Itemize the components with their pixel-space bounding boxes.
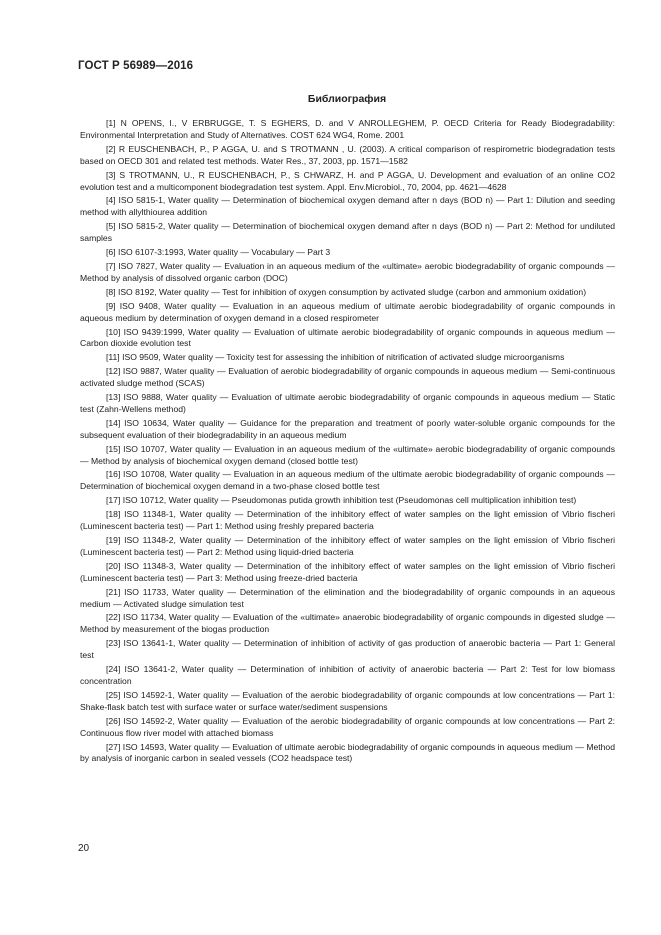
reference-item: [17] ISO 10712, Water quality — Pseudomonas putida growth inhibition test (Pseudomonas cell multiplication inhibition test) bbox=[106, 495, 577, 506]
reference-item: [4] ISO 5815-1, Water quality — Determination of biochemical oxygen demand after n days (BOD n) — Part 1: Dilution and seeding method with allylthiourea addition bbox=[80, 195, 615, 218]
reference-item: [25] ISO 14592-1, Water quality — Evaluation of the aerobic biodegradability of organic compounds at low concentrations — Part 1: Shake-flask batch test with surface water or surface water/sediment suspensions bbox=[80, 689, 615, 712]
bibliography-title: Библиография bbox=[307, 93, 387, 105]
reference-item: [7] ISO 7827, Water quality — Evaluation in an aqueous medium of the «ultimate» aerobic biodegradability of organic compounds — Method by analysis of dissolved organic carbon (DOC) bbox=[80, 260, 615, 283]
reference-item: [2] R EUSCHENBACH, P., P AGGA, U. and S TROTMANN , U. (2003). A critical comparison of respirometric biodegradation tests based on OECD 301 and related test methods. Water Res., 37, 2003, pp. 1571—1582 bbox=[80, 143, 615, 166]
reference-item: [26] ISO 14592-2, Water quality — Evaluation of the aerobic biodegradability of organic compounds at low concentrations — Part 2: Continuous flow river model with attached biomass bbox=[80, 715, 615, 738]
reference-item: [11] ISO 9509, Water quality — Toxicity test for assessing the inhibition of nitrification of activated sludge microorganisms bbox=[106, 352, 565, 363]
reference-item: [6] ISO 6107-3:1993, Water quality — Vocabulary — Part 3 bbox=[106, 247, 331, 258]
page-number: 20 bbox=[78, 843, 90, 854]
reference-item: [14] ISO 10634, Water quality — Guidance for the preparation and treatment of poorly water-soluble organic compounds for the subsequent evaluation of their biodegradability in an aqueous medium bbox=[80, 417, 615, 440]
reference-item: [24] ISO 13641-2, Water quality — Determination of inhibition of activity of anaerobic bacteria — Part 2: Test for low biomass concentration bbox=[80, 664, 615, 686]
reference-item: [16] ISO 10708, Water quality — Evaluation in an aqueous medium of the ultimate aerobic biodegradability of organic compounds — Determination of biochemical oxygen demand in a two-phase closed bottle test bbox=[80, 469, 615, 492]
reference-item: [10] ISO 9439:1999, Water quality — Evaluation of ultimate aerobic biodegradability of organic compounds in aqueous medium — Carbon dioxide evolution test bbox=[80, 326, 615, 349]
reference-item: [19] ISO 11348-2, Water quality — Determination of the inhibitory effect of water samples on the light emission of Vibrio fischeri (Luminescent bacteria test) — Part 2: Method using liquid-dried bacteria bbox=[80, 535, 615, 557]
reference-item: [3] S TROTMANN, U., R EUSCHENBACH, P., S CHWARZ, H. and P AGGA, U. Development and evaluation of an online CO2 evolution test and a multicomponent biodegradation test system. Appl. Env.Microbiol., 70, 2004, pp. 4621—4628 bbox=[80, 169, 615, 192]
reference-item: [18] ISO 11348-1, Water quality — Determination of the inhibitory effect of water samples on the light emission of Vibrio fischeri (Luminescent bacteria test) — Part 1: Method using freshly prepared bacteria bbox=[80, 509, 615, 532]
reference-item: [12] ISO 9887, Water quality — Evaluation of aerobic biodegradability of organic compounds in aqueous medium — Semi-continuous activated sludge method (SCAS) bbox=[80, 366, 615, 389]
reference-item: [1] N OPENS, I., V ERBRUGGE, T. S EGHERS, D. and V ANROLLEGHEM, P. OECD Criteria for Ready Biodegradability: Environmental Interpretation and Study of Alternatives. COST 624 WG4, Rome. 2001 bbox=[80, 118, 615, 140]
reference-list bbox=[80, 118, 615, 767]
reference-item: [13] ISO 9888, Water quality — Evaluation of ultimate aerobic biodegradability of organic compounds in aqueous medium — Static test (Zahn-Wellens method) bbox=[80, 392, 615, 414]
reference-item: [22] ISO 11734, Water quality — Evaluation of the «ultimate» anaerobic biodegradability of organic compounds in digested sludge — Method by measurement of the biogas production bbox=[80, 612, 615, 635]
document-code-header: ГОСТ Р 56989—2016 bbox=[78, 60, 194, 72]
reference-item: [23] ISO 13641-1, Water quality — Determination of inhibition of activity of gas production of anaerobic bacteria — Part 1: General test bbox=[80, 638, 615, 661]
reference-item: [5] ISO 5815-2, Water quality — Determination of biochemical oxygen demand after n days (BOD n) — Part 2: Method for undiluted samples bbox=[80, 221, 615, 244]
reference-item: [15] ISO 10707, Water quality — Evaluation in an aqueous medium of the «ultimate» aerobic biodegradability of organic compounds — Method by analysis of biochemical oxygen demand (closed bottle test) bbox=[80, 443, 615, 466]
reference-item: [20] ISO 11348-3, Water quality — Determination of the inhibitory effect of water samples on the light emission of Vibrio fischeri (Luminescent bacteria test) — Part 3: Method using freeze-dried bacteria bbox=[80, 560, 615, 583]
reference-item: [27] ISO 14593, Water quality — Evaluation of ultimate aerobic biodegradability of organic compounds in aqueous medium — Method by analysis of inorganic carbon in sealed vessels (CO2 headspace test) bbox=[80, 741, 615, 764]
reference-item: [9] ISO 9408, Water quality — Evaluation in an aqueous medium of ultimate aerobic biodegradability of organic compounds in aqueous medium by determination of oxygen demand in a closed respirometer bbox=[80, 300, 615, 323]
reference-item: [8] ISO 8192, Water quality — Test for inhibition of oxygen consumption by activated sludge (carbon and ammonium oxidation) bbox=[106, 286, 587, 297]
reference-item: [21] ISO 11733, Water quality — Determination of the elimination and the biodegradability of organic compounds in an aqueous medium — Activated sludge simulation test bbox=[80, 586, 615, 609]
